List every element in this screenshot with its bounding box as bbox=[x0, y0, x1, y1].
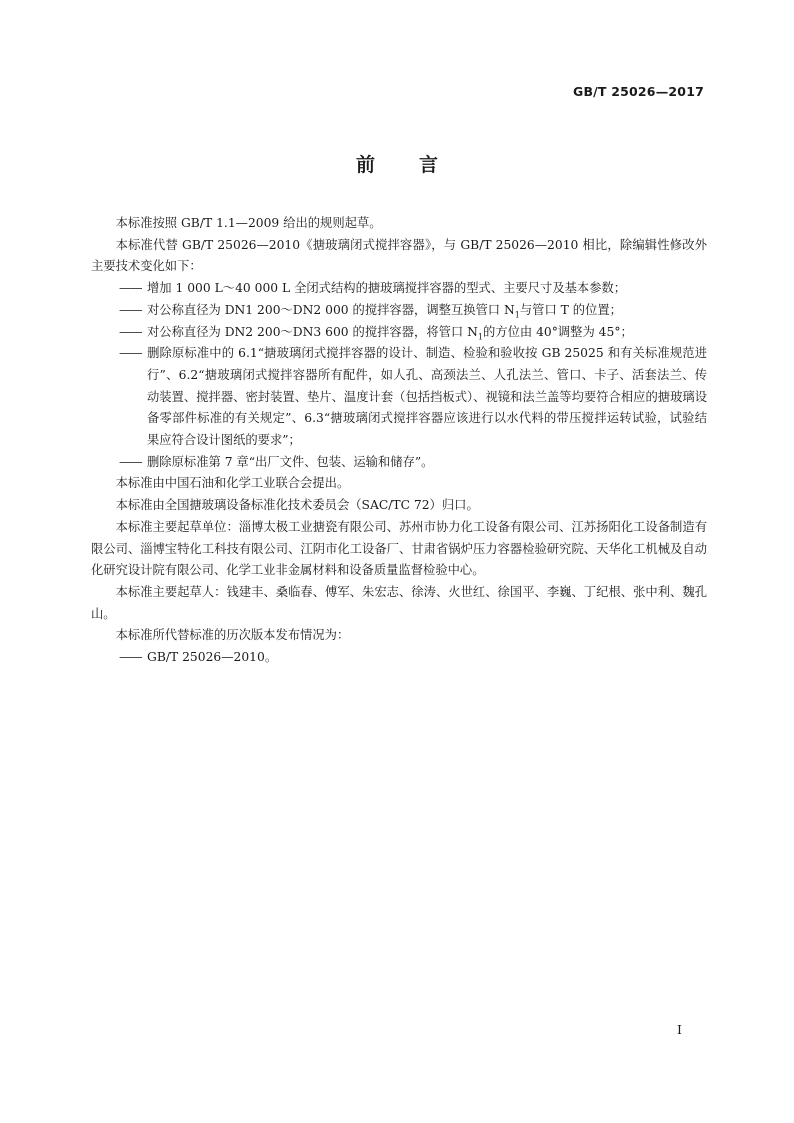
paragraph-proposed-by: 本标准由中国石油和化学工业联合会提出。 bbox=[115, 476, 350, 491]
dash-mark: —— bbox=[119, 346, 142, 361]
change-item-5: —— 删除原标准第 7 章“出厂文件、包装、运输和储存”。 bbox=[91, 452, 707, 474]
subscript: 1 bbox=[477, 331, 483, 341]
page-number: I bbox=[677, 1022, 682, 1037]
paragraph-replacement: 本标准代替 GB/T 25026—2010《搪玻璃闭式搅拌容器》，与 GB/T 25026—2010 相比，除编辑性修改外主要技术变化如下： bbox=[91, 237, 707, 274]
change-item-3: —— 对公称直径为 DN2 200～DN3 600 的搅拌容器，将管口 $N_1$的方位由 40°调整为 45°； bbox=[91, 322, 707, 344]
dash-mark: —— bbox=[119, 302, 142, 317]
page-title: 前言 bbox=[355, 154, 482, 176]
change-item-2: —— 对公称直径为 DN1 200～DN2 000 的搅拌容器，调整互换管口 $N_1$与管口 T 的位置； bbox=[91, 300, 707, 322]
paragraph-managed-by: 本标准由全国搪玻璃设备标准化技术委员会（SAC/TC 72）归口。 bbox=[115, 498, 479, 513]
dash-mark: —— bbox=[119, 324, 142, 339]
dash-mark: —— bbox=[119, 650, 142, 665]
paragraph-drafters: 本标准主要起草人：钱建丰、桑临春、傅军、朱宏志、徐涛、火世红、徐国平、李巍、丁纪根、张中利、魏孔山。 bbox=[91, 584, 707, 621]
change-item-4: —— 删除原标准中的 6.1“搪玻璃闭式搅拌容器的设计、制造、检验和验收按 GB 25025 和有关标准规范进行”、6.2“搪玻璃闭式搅拌容器所有配件，如人孔、高颈法兰、人孔法兰、管口、卡子、活套法兰、传动装置、搅拌器、密封装置、垫片、温度计套（包括挡板式）、视镜和法兰盖等均要符合相应的搪玻璃设备零部件标准的有关规定”、6.3“搪玻璃闭式搅拌容器应该进行以水代料的带压搅拌运转试验，试验结果应符合设计图纸的要求”； bbox=[91, 343, 707, 452]
previous-edition-item: —— GB/T 25026—2010。 bbox=[91, 647, 707, 669]
change-item-1: —— 增加 1 000 L～40 000 L 全闭式结构的搪玻璃搅拌容器的型式、主要尺寸及基本参数； bbox=[91, 278, 707, 300]
foreword-body bbox=[91, 213, 707, 669]
dash-mark: —— bbox=[119, 281, 142, 296]
dash-mark: —— bbox=[119, 454, 142, 469]
paragraph-drafting-rules: 本标准按照 GB/T 1.1—2009 给出的规则起草。 bbox=[115, 216, 382, 230]
standard-number: GB/T 25026—2017 bbox=[572, 84, 704, 99]
paragraph-drafting-units: 本标准主要起草单位：淄博太极工业搪瓷有限公司、苏州市协力化工设备有限公司、江苏扬阳化工设备制造有限公司、淄博宝特化工科技有限公司、江阴市化工设备厂、甘肃省锅炉压力容器检验研究院、天华化工机械及自动化研究设计院有限公司、化学工业非金属材料和设备质量监督检验中心。 bbox=[91, 519, 707, 578]
paragraph-previous-editions: 本标准所代替标准的历次版本发布情况为： bbox=[115, 628, 350, 643]
subscript: 1 bbox=[514, 310, 520, 320]
